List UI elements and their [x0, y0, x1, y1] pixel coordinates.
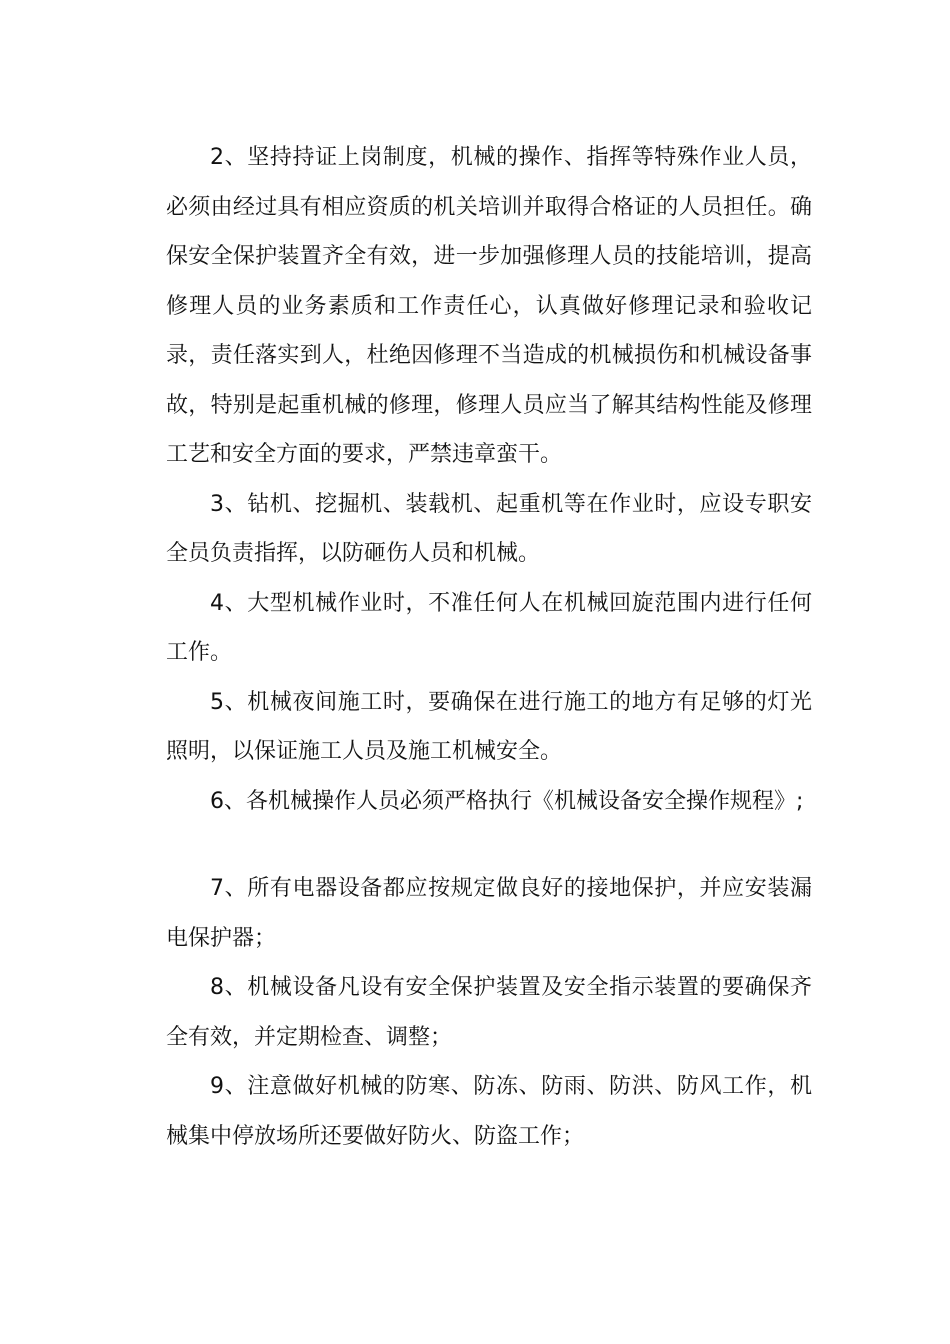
paragraph-item-7: 7、所有电器设备都应按规定做良好的接地保护，并应安装漏电保护器；: [166, 876, 812, 951]
paragraph-item-3: 3、钻机、挖掘机、装载机、起重机等在作业时，应设专职安全员负责指挥，以防砸伤人员和机械。: [166, 491, 812, 566]
paragraph-item-4: 4、大型机械作业时，不准任何人在机械回旋范围内进行任何工作。: [166, 590, 812, 665]
paragraph-item-8: 8、机械设备凡设有安全保护装置及安全指示装置的要确保齐全有效，并定期检查、调整；: [166, 975, 812, 1050]
document-body: [166, 133, 812, 1161]
paragraph-item-5: 5、机械夜间施工时，要确保在进行施工的地方有足够的灯光照明，以保证施工人员及施工机械安全。: [166, 689, 812, 764]
paragraph-item-9: 9、注意做好机械的防寒、防冻、防雨、防洪、防风工作，机械集中停放场所还要做好防火、防盗工作；: [166, 1074, 812, 1149]
paragraph-item-2: 2、坚持持证上岗制度，机械的操作、指挥等特殊作业人员，必须由经过具有相应资质的机关培训并取得合格证的人员担任。确保安全保护装置齐全有效，进一步加强修理人员的技能培训，提高修理人员的业务素质和工作责任心，认真做好修理记录和验收记录，责任落实到人，杜绝因修理不当造成的机械损伤和机械设备事故，特别是起重机械的修理，修理人员应当了解其结构性能及修理工艺和安全方面的要求，严禁违章蛮干。: [166, 145, 812, 467]
paragraph-item-6: 6、各机械操作人员必须严格执行《机械设备安全操作规程》;: [210, 788, 804, 814]
